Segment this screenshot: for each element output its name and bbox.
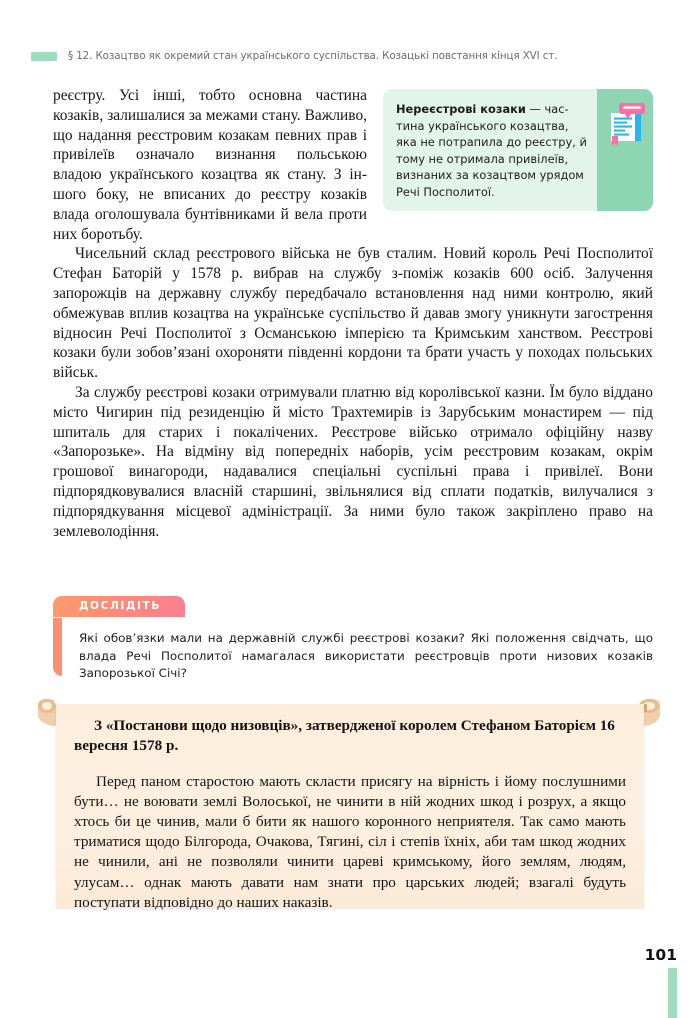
investigate-left-bar bbox=[53, 618, 62, 676]
definition-callout-text bbox=[383, 89, 597, 211]
paragraph: За службу реєстрові козаки отримували платню від королівської казни. Їм було віддано місто Чигирин під резиденцію й місто Трахтемирів із Зарубським монастирем — під шпиталь для старих і покалічених. Реєстрове військо отримало офіційну назву «Запорозьке». На відміну від попередніх наборів, усім реєстровим козакам, окрім грошової винагороди, надавалися спеціальні суспільні права і привілеї. Вони підпорядковувалися власній старшині, звільнялися від сплати податків, вилучалися з підпорядкування місцевої адміністрації. За ними було також закріплено право на землеволодіння. bbox=[53, 383, 653, 540]
investigate-body bbox=[53, 618, 653, 692]
document-book-icon bbox=[605, 103, 647, 149]
scroll-paragraph: Перед паном старостою мають скласти присягу на вірність і йому послушними бути… не воювати землі Волоської, не чинити в ній жодних шкод і розрух, а якщо хтось би це чинив, мали б бити як нашого коронного неприятеля. Так само мають триматися щодо Білгорода, Очакова, Тягині, сіл і степів їхніх, аби там шкод жодних не чинили, ані не позволяли чинити цареві кримському, його землям, людям, улусам… однак мають давати нам знати про царських людей; взагалі будуть поступати відповідно до наших наказів. bbox=[74, 772, 626, 911]
scroll-title: З «Постанови щодо низовців», затвердженої королем Стефаном Баторієм 16 вересня 1578 р. bbox=[74, 717, 615, 754]
running-head-text: § 12. Козацтво як окремий стан українського суспільства. Козацькі повстання кінця XVI ст. bbox=[68, 50, 558, 62]
investigate-tab-row bbox=[53, 596, 653, 618]
definition-callout bbox=[383, 89, 653, 211]
investigate-question-text: Які обов’язки мали на державній службі реєстрові козаки? Які положення свідчать, що влада Речі Посполитої намагалася використати реєстровців проти низових козаків Запорозької Січі? bbox=[79, 631, 653, 681]
paragraph: реєстру. Усі інші, тобто основна частина козаків, залишалися за межами стану. Важливо, що надання реєстровим козакам певних прав і привілеїв означало визнання польською владою українського козацтва як стану. З іншого боку, не вписаних до реєстру козаків влада оголошувала бунтівниками й вела проти них боротьбу. bbox=[53, 87, 367, 243]
definition-icon-strip bbox=[597, 89, 653, 211]
investigate-block bbox=[53, 596, 653, 692]
scroll-content bbox=[74, 716, 626, 913]
page-number-bar bbox=[668, 968, 677, 1018]
running-head-mark bbox=[31, 52, 57, 61]
page-number: 101 bbox=[644, 946, 677, 964]
definition-body: частина українського козацтва, яка не потрапила до реєстру, й тому не отримала привілеїв, визнаних за козацтвом урядом Речі Посполитої. bbox=[396, 102, 587, 199]
definition-dash: — bbox=[525, 102, 545, 116]
paragraph: Чисельний склад реєстрового війська не був сталим. Новий король Речі Посполитої Стефан Баторій у 1578 р. вибрав на службу з-поміж козаків 600 осіб. Залучення запорожців на державну службу передбачало встановлення над ними контролю, який обмежував вплив козацтва на українське суспільство й давав змогу уникнути загострення відносин Речі Посполитої з Османською імперією та Кримським ханством. Реєстрові козаки були зобов’язані охороняти південні кордони та брати участь у походах польських військ. bbox=[53, 245, 653, 382]
definition-term: Нереєстрові козаки bbox=[396, 102, 526, 116]
source-scroll bbox=[38, 690, 660, 918]
investigate-tab-label: ДОСЛІДІТЬ bbox=[53, 596, 185, 617]
main-text-column bbox=[53, 86, 653, 541]
running-head bbox=[0, 46, 695, 66]
